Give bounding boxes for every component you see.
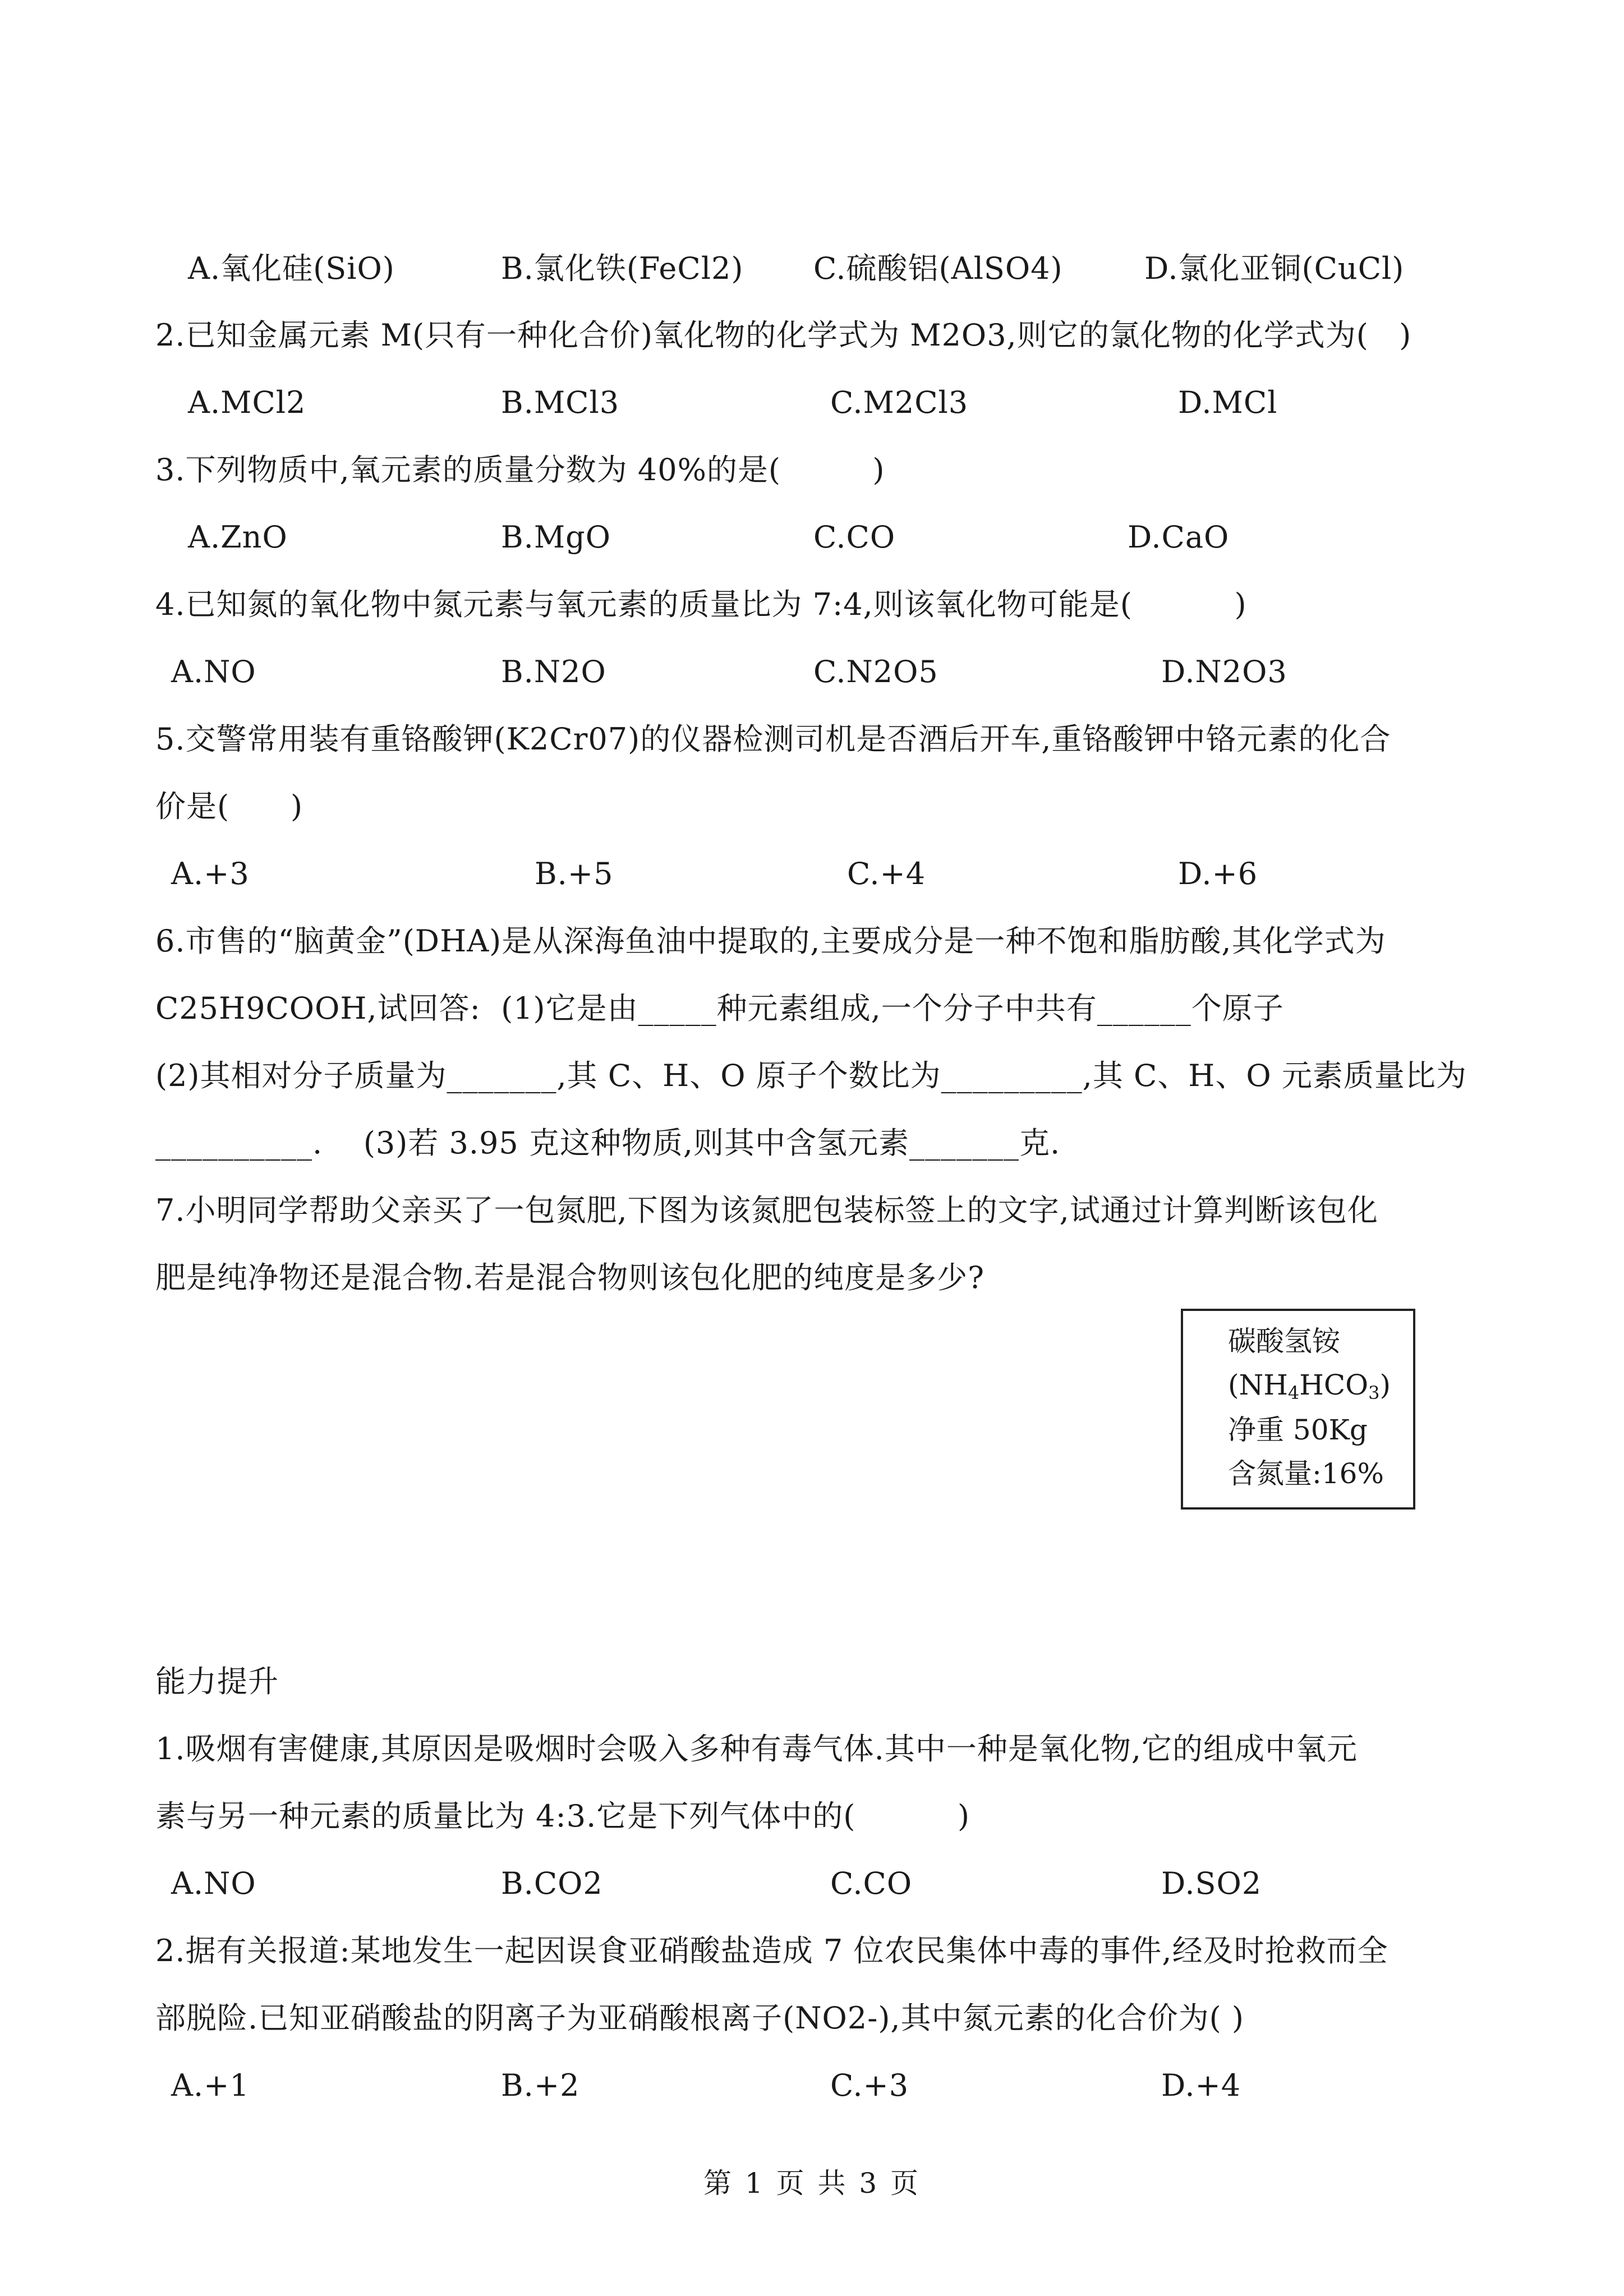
q1-option-c: C.硫酸铝(AlSO4) <box>813 251 1063 286</box>
q2-options <box>0 383 1624 422</box>
fertilizer-weight: 净重 50Kg <box>1228 1414 1368 1446</box>
formula-open: (NH <box>1228 1369 1288 1401</box>
fertilizer-name: 碳酸氢铵 <box>1228 1325 1340 1358</box>
q2-option-c: C.M2Cl3 <box>830 385 969 420</box>
q5-option-c: C.+4 <box>847 856 926 891</box>
formula-sub-4: 4 <box>1287 1382 1300 1404</box>
q4-options <box>0 652 1624 692</box>
q4-option-a: A.NO <box>171 654 256 689</box>
q2-option-b: B.MCl3 <box>501 385 620 420</box>
fertilizer-formula <box>1228 1367 1391 1411</box>
q7-text-line2: 肥是纯净物还是混合物.若是混合物则该包化肥的纯度是多少? <box>155 1260 985 1295</box>
q3-option-b: B.MgO <box>501 519 611 555</box>
q4-text: 4.已知氮的氧化物中氮元素与氧元素的质量比为 7:4,则该氧化物可能是( ) <box>155 587 1247 622</box>
ext1-text-line1: 1.吸烟有害健康,其原因是吸烟时会吸入多种有毒气体.其中一种是氧化物,它的组成中氧元 <box>155 1731 1358 1766</box>
page-footer: 第 1 页 共 3 页 <box>703 2167 921 2200</box>
q4-option-d: D.N2O3 <box>1161 654 1287 689</box>
section-title: 能力提升 <box>155 1664 279 1699</box>
q1-option-a: A.氧化硅(SiO) <box>188 251 395 286</box>
q3-options <box>0 518 1624 557</box>
ext2-text-line2: 部脱险.已知亚硝酸盐的阴离子为亚硝酸根离子(NO2-),其中氮元素的化合价为( ) <box>155 2000 1244 2036</box>
q2-text: 2.已知金属元素 M(只有一种化合价)氧化物的化学式为 M2O3,则它的氯化物的化学式为( ) <box>155 318 1412 353</box>
ext1-option-a: A.NO <box>171 1866 256 1901</box>
ext2-option-d: D.+4 <box>1161 2068 1241 2103</box>
formula-sub-3: 3 <box>1368 1382 1380 1404</box>
q2-option-a: A.MCl2 <box>188 385 306 420</box>
q5-option-b: B.+5 <box>535 856 614 891</box>
q4-option-b: B.N2O <box>501 654 606 689</box>
q4-option-c: C.N2O5 <box>813 654 938 689</box>
ext2-option-a: A.+1 <box>171 2068 250 2103</box>
q5-text-line1: 5.交警常用装有重铬酸钾(K2Cr07)的仪器检测司机是否酒后开车,重铬酸钾中铬元素的化合 <box>155 721 1391 757</box>
ext1-option-d: D.SO2 <box>1161 1866 1262 1901</box>
ext1-options <box>0 1864 1624 1903</box>
fertilizer-nitrogen: 含氮量:16% <box>1228 1457 1384 1490</box>
fertilizer-label-box <box>1181 1309 1415 1510</box>
q5-option-a: A.+3 <box>171 856 250 891</box>
q7-text-line1: 7.小明同学帮助父亲买了一包氮肥,下图为该氮肥包装标签上的文字,试通过计算判断该包化 <box>155 1193 1378 1228</box>
q2-option-d: D.MCl <box>1178 385 1278 420</box>
ext2-options <box>0 2066 1624 2105</box>
ext2-text-line1: 2.据有关报道:某地发生一起因误食亚硝酸盐造成 7 位农民集体中毒的事件,经及时抢救而全 <box>155 1933 1388 1968</box>
q5-options <box>0 854 1624 894</box>
q6-text-line1: 6.市售的“脑黄金”(DHA)是从深海鱼油中提取的,主要成分是一种不饱和脂肪酸,其化学式为 <box>155 923 1386 959</box>
q1-option-b: B.氯化铁(FeCl2) <box>501 251 744 286</box>
q1-options <box>0 249 1624 288</box>
q3-option-d: D.CaO <box>1128 519 1230 555</box>
q1-option-d: D.氯化亚铜(CuCl) <box>1144 251 1405 286</box>
q6-text-line4: __________. (3)若 3.95 克这种物质,则其中含氢元素_______克. <box>155 1125 1061 1161</box>
q3-option-c: C.CO <box>813 519 896 555</box>
ext1-text-line2: 素与另一种元素的质量比为 4:3.它是下列气体中的( ) <box>155 1798 970 1834</box>
formula-close: ) <box>1379 1369 1391 1401</box>
ext1-option-b: B.CO2 <box>501 1866 603 1901</box>
formula-mid: HCO <box>1299 1369 1369 1401</box>
q5-option-d: D.+6 <box>1178 856 1258 891</box>
q5-text-line2: 价是( ) <box>155 789 303 824</box>
q6-text-line2: C25H9COOH,试回答: (1)它是由_____种元素组成,一个分子中共有______个原子 <box>155 991 1284 1026</box>
ext1-option-c: C.CO <box>830 1866 913 1901</box>
q3-option-a: A.ZnO <box>188 519 288 555</box>
ext2-option-b: B.+2 <box>501 2068 580 2103</box>
ext2-option-c: C.+3 <box>830 2068 909 2103</box>
q6-text-line3: (2)其相对分子质量为_______,其 C、H、O 原子个数比为_________,其 C、H、O 元素质量比为 <box>155 1058 1467 1093</box>
q3-text: 3.下列物质中,氧元素的质量分数为 40%的是( ) <box>155 452 885 487</box>
